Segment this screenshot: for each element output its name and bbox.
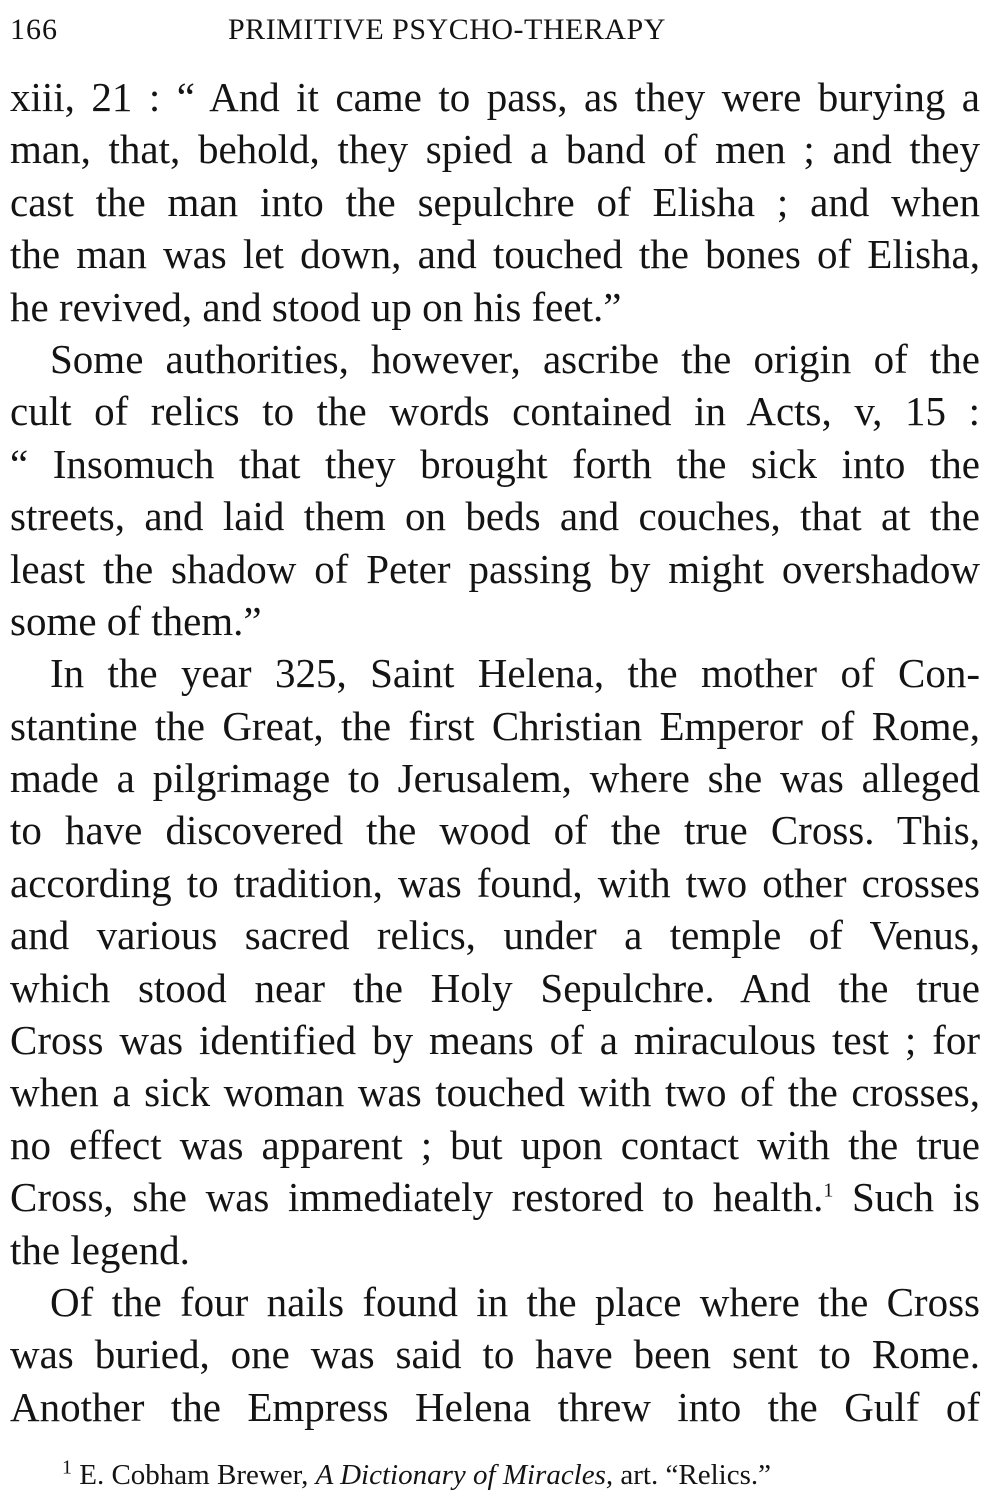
footnote-reference: 1 — [823, 1179, 834, 1202]
body-text — [10, 71, 980, 1433]
text-line: was buried, one was said to have been sent to Rome. — [10, 1331, 980, 1378]
text-line: least the shadow of Peter passing by might overshadow — [10, 545, 980, 592]
text-line: Cross was identified by means of a miraculous test ; for — [10, 1017, 980, 1064]
text-line: streets, and laid them on beds and couches, that at the — [10, 493, 980, 540]
footnote-rest: art. “Relics.” — [620, 1459, 771, 1491]
text-line: the legend. — [10, 1226, 190, 1273]
text-line: xiii, 21 : “ And it came to pass, as they were burying a — [10, 74, 980, 120]
text-line: cult of relics to the words contained in Acts, v, 15 : — [10, 388, 980, 435]
footnote — [62, 1458, 771, 1492]
text-line: Of the four nails found in the place where the Cross — [50, 1278, 980, 1325]
text-line: cast the man into the sepulchre of Elisha ; and when — [10, 178, 980, 225]
text-line: In the year 325, Saint Helena, the mother of Con- — [50, 650, 980, 697]
footnote-title: A Dictionary of Miracles, — [315, 1459, 614, 1491]
text-line: to have discovered the wood of the true Cross. This, — [10, 807, 980, 854]
text-line: Another the Empress Helena threw into the Gulf of — [10, 1383, 980, 1430]
page-number: 166 — [10, 13, 58, 46]
text-line: no effect was apparent ; but upon contact with the true — [10, 1121, 980, 1168]
text-line: stantine the Great, the first Christian Emperor of Rome, — [10, 702, 980, 749]
text-line: man, that, behold, they spied a band of men ; and they — [10, 126, 980, 173]
text-line: Some authorities, however, ascribe the origin of the — [50, 335, 980, 382]
text-line: and various sacred relics, under a temple of Venus, — [10, 912, 980, 959]
text-line: he revived, and stood up on his feet.” — [10, 283, 622, 330]
footnote-marker: 1 — [62, 1456, 72, 1479]
text-line-tail: Such is — [851, 1174, 980, 1221]
text-line: the man was let down, and touched the bones of Elisha, — [10, 231, 980, 278]
text-line: when a sick woman was touched with two of the crosses, — [10, 1069, 980, 1116]
text-line: “ Insomuch that they brought forth the sick into the — [10, 440, 980, 487]
running-title: PRIMITIVE PSYCHO-THERAPY — [228, 13, 666, 46]
text-line: which stood near the Holy Sepulchre. And the true — [10, 964, 980, 1011]
text-line-with-footnote — [10, 1171, 980, 1223]
text-line: according to tradition, was found, with two other crosses — [10, 859, 980, 906]
text-line: some of them.” — [10, 597, 262, 644]
running-head — [10, 10, 978, 50]
text-line-main: Cross, she was immediately restored to health. — [10, 1174, 824, 1221]
footnote-author: E. Cobham Brewer, — [79, 1459, 309, 1491]
text-line: made a pilgrimage to Jerusalem, where she was alleged — [10, 755, 980, 802]
